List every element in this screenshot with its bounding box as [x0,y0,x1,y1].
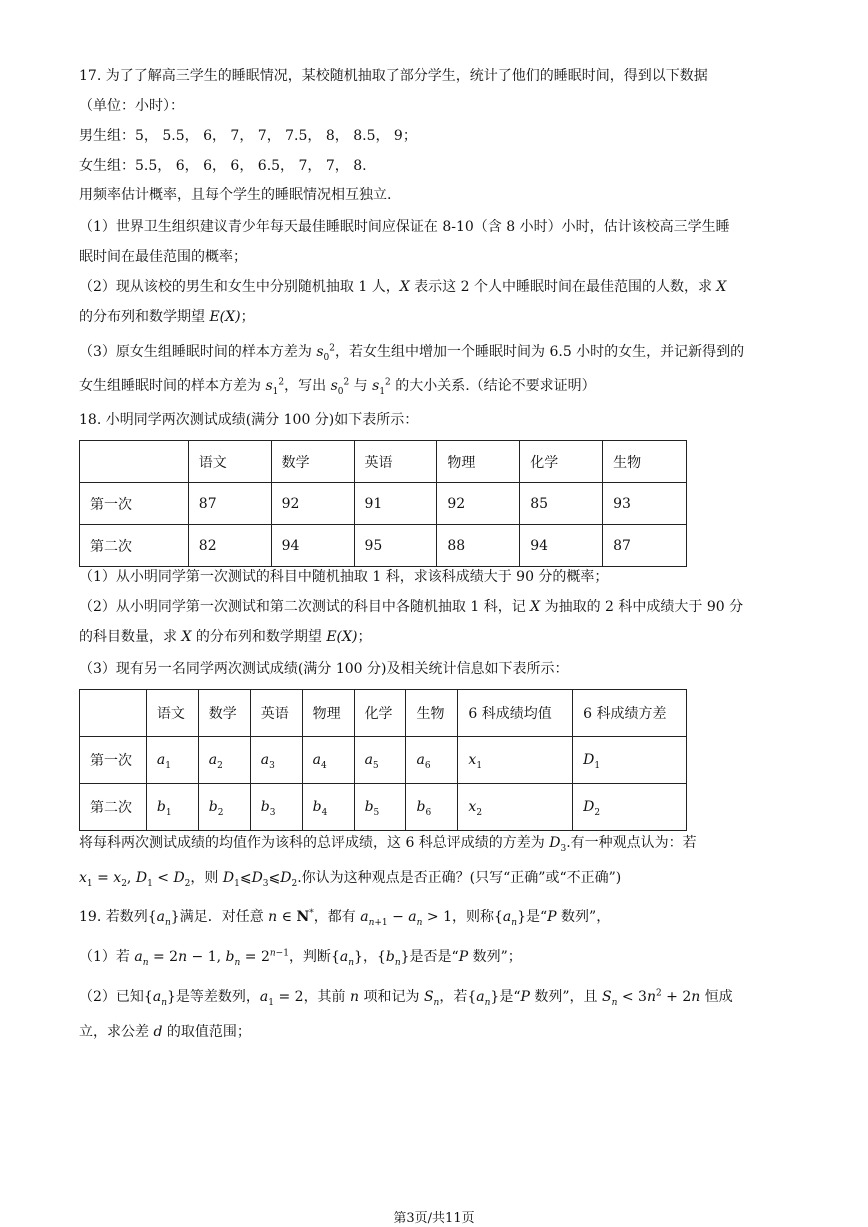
q17-girls-data: 女生组：5.5， 6， 6， 6， 6.5， 7， 7， 8. [79,158,367,174]
q19-part1: （1）若 $a_n = 2n - 1$, $b_n = 2^{n-1}$，判断$\{a_n\}$，$\{b_n\}$是否是“P 数列”； [79,948,522,968]
table-cell: $b_3$ [250,784,302,831]
table-cell: 82 [188,525,271,567]
table-cell: $D_1$ [573,737,687,784]
q18-after-table-line1: 将每科两次测试成绩的均值作为该科的总评成绩，这 6 科总评成绩的方差为 $D_3$.有一种观点认为：若 [79,835,697,854]
table-cell: $b_1$ [146,784,198,831]
table-cell: 化学 [520,441,603,483]
page-footer: 第3页/共11页 [393,1211,475,1226]
q17-part3-line2: 女生组睡眠时间的样本方差为 $s_1^2$，写出 $s_0^2$ 与 $s_1^2$ 的大小关系.（结论不要求证明） [79,377,596,397]
table-cell: 92 [271,483,354,525]
table-cell: $b_2$ [198,784,250,831]
table-cell [80,441,189,483]
table-cell: 物理 [437,441,520,483]
q19-intro: 19. 若数列$\{a_n\}$满足．对任意 n ∈ N*，都有 $a_{n+1} - a_n > 1$，则称$\{a_n\}$是“P 数列”， [79,908,611,928]
table-row [80,737,687,784]
table-header-row [80,441,687,483]
table-row [80,525,687,567]
table-cell: 第一次 [80,737,147,784]
table-cell: 94 [271,525,354,567]
table-cell: $b_5$ [354,784,406,831]
q18-part1: （1）从小明同学第一次测试的科目中随机抽取 1 科，求该科成绩大于 90 分的概率； [79,569,609,585]
table-row [80,483,687,525]
q19-part2-line1: （2）已知$\{a_n\}$是等差数列，$a_1 = 2$，其前 n 项和记为 $S_n$，若$\{a_n\}$是“P 数列”，且 $S_n < 3n^2 + 2n$ 恒成 [79,988,733,1008]
table-cell: $a_3$ [250,737,302,784]
score-table-xiaoming [79,440,687,567]
q17-part2-line1: （2）现从该校的男生和女生中分别随机抽取 1 人，X 表示这 2 个人中睡眠时间在最佳范围的人数，求 X [79,279,727,295]
table-cell: 生物 [603,441,687,483]
table-cell: 93 [603,483,687,525]
table-cell: 94 [520,525,603,567]
table-cell: $a_5$ [354,737,406,784]
table-cell: 化学 [354,690,406,737]
table-cell: 数学 [198,690,250,737]
q17-boys-data: 男生组：5， 5.5， 6， 7， 7， 7.5， 8， 8.5， 9； [79,128,417,144]
table-cell: $D_2$ [573,784,687,831]
table-cell: 物理 [302,690,354,737]
q17-part1-line2: 眠时间在最佳范围的概率； [79,249,247,265]
table-cell: $a_6$ [406,737,458,784]
q17-line1: 17. 为了了解高三学生的睡眠情况，某校随机抽取了部分学生，统计了他们的睡眠时间，得到以下数据 [79,68,708,84]
table-cell: 95 [354,525,437,567]
q18-intro: 18. 小明同学两次测试成绩(满分 100 分)如下表所示： [79,412,419,428]
table-cell [80,690,147,737]
table-row [80,784,687,831]
q18-part2-line1: （2）从小明同学第一次测试和第二次测试的科目中各随机抽取 1 科，记 X 为抽取的 2 科中成绩大于 90 分 [79,599,744,615]
table-cell: $a_1$ [146,737,198,784]
table-cell: 语文 [146,690,198,737]
table-cell: 87 [188,483,271,525]
table-cell: 英语 [250,690,302,737]
table-cell: 6 科成绩均值 [458,690,573,737]
table-cell: $x_1$ [458,737,573,784]
table-cell: $x_2$ [458,784,573,831]
q19-part2-line2: 立，求公差 d 的取值范围； [79,1024,251,1040]
q18-part2-line2: 的科目数量，求 X 的分布列和数学期望 E(X)； [79,629,372,645]
q18-after-table-line2: $x_1 = x_2$, $D_1 < D_2$，则 $D_1⩽D_3⩽D_2$.你认为这种观点是否正确？(只写“正确”或“不正确”) [79,870,622,889]
score-table-other-student [79,689,687,831]
q17-part1-line1: （1）世界卫生组织建议青少年每天最佳睡眠时间应保证在 8-10（含 8 小时）小时，估计该校高三学生睡 [79,219,730,235]
table-cell: 生物 [406,690,458,737]
table-cell: 87 [603,525,687,567]
q18-part3: （3）现有另一名同学两次测试成绩(满分 100 分)及相关统计信息如下表所示： [79,661,569,677]
table-cell: 第一次 [80,483,189,525]
table-cell: $a_2$ [198,737,250,784]
table-cell: 数学 [271,441,354,483]
table-cell: 语文 [188,441,271,483]
table-cell: 92 [437,483,520,525]
table-cell: 英语 [354,441,437,483]
table-cell: 6 科成绩方差 [573,690,687,737]
table-cell: 第二次 [80,525,189,567]
table-header-row [80,690,687,737]
table-cell: 88 [437,525,520,567]
table-cell: $b_4$ [302,784,354,831]
table-cell: 91 [354,483,437,525]
table-cell: $b_6$ [406,784,458,831]
q17-line2: （单位：小时）： [79,98,184,114]
q17-part2-line2: 的分布列和数学期望 E(X)； [79,309,255,325]
table-cell: $a_4$ [302,737,354,784]
table-cell: 第二次 [80,784,147,831]
q17-assumption: 用频率估计概率，且每个学生的睡眠情况相互独立. [79,187,392,203]
table-cell: 85 [520,483,603,525]
q17-part3-line1: （3）原女生组睡眠时间的样本方差为 $s_0^2$，若女生组中增加一个睡眠时间为 6.5 小时的女生，并记新得到的 [79,343,745,363]
